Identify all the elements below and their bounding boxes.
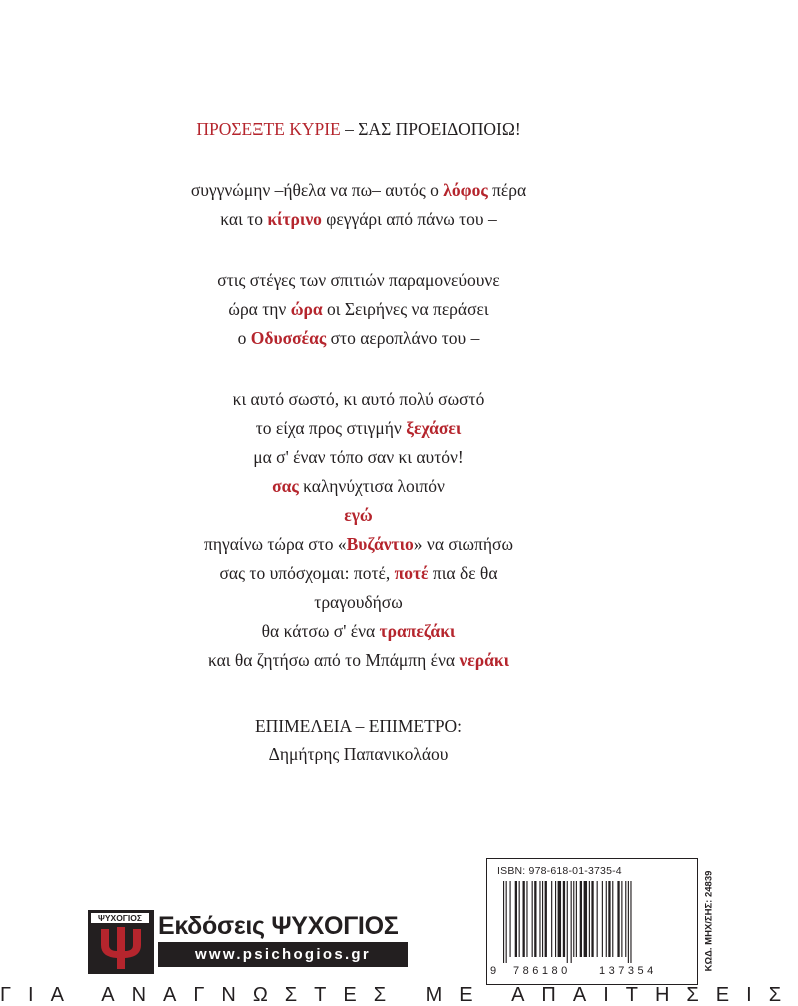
highlight-word: ώρα: [290, 299, 323, 319]
credit-name: Δημήτρης Παπανικολάου: [268, 744, 449, 764]
text: κι αυτό σωστό, κι αυτό πολύ σωστό: [232, 389, 485, 409]
barcode-bar: [558, 881, 561, 957]
publisher-website: www.psichogios.gr: [158, 942, 408, 967]
text: πια δε θα: [428, 563, 498, 583]
text: και το: [220, 209, 268, 229]
barcode-bar: [621, 881, 622, 957]
text: μα σ' έναν τόπο σαν κι αυτόν!: [253, 447, 464, 467]
highlight-word: σας: [272, 476, 299, 496]
poem-line: [0, 176, 717, 205]
barcode-digit-lead: 9: [490, 965, 497, 977]
barcode-bar: [567, 881, 568, 963]
poem-line: [0, 472, 717, 501]
highlight-word: κίτρινο: [267, 209, 322, 229]
barcode-bar: [526, 881, 527, 957]
logo-label: ΨΥΧΟΓΙΟΣ: [91, 913, 149, 923]
poem-line: [0, 617, 717, 646]
poem-line: [0, 266, 717, 295]
poem-line: [0, 443, 717, 472]
highlight-word: ποτέ: [394, 563, 429, 583]
barcode: [501, 881, 683, 963]
barcode-bar: [606, 881, 607, 957]
poem-line: [0, 530, 717, 559]
poem-line: [0, 324, 717, 353]
isbn-box: [486, 858, 698, 985]
poem-line: [0, 559, 717, 588]
highlight-word: εγώ: [344, 505, 373, 525]
barcode-bar: [545, 881, 547, 957]
highlight-word: λόφος: [443, 180, 488, 200]
barcode-bar: [625, 881, 626, 957]
poem-line: [0, 501, 717, 530]
barcode-bar: [597, 881, 598, 957]
text: οι Σειρήνες να περάσει: [322, 299, 489, 319]
barcode-bar: [551, 881, 552, 957]
barcode-bar: [617, 881, 619, 957]
poem-title-red: ΠΡΟΣΕΞΤΕ ΚΥΡΙΕ: [196, 119, 341, 139]
text: το είχα προς στιγμήν: [255, 418, 407, 438]
barcode-bar: [612, 881, 613, 957]
publisher-logo: [88, 910, 154, 974]
highlight-word: Οδυσσέας: [250, 328, 327, 348]
poem-line: [0, 205, 717, 234]
barcode-bar: [555, 881, 556, 957]
barcode-bar: [573, 881, 574, 957]
barcode-bar: [580, 881, 582, 957]
text: και θα ζητήσω από το Μπάμπη ένα: [207, 650, 460, 670]
text: σας το υπόσχομαι: ποτέ,: [219, 563, 395, 583]
text: πηγαίνω τώρα στο «: [204, 534, 347, 554]
highlight-word: Βυζάντιο: [346, 534, 414, 554]
text: συγγνώμην –ήθελα να πω– αυτός ο: [190, 180, 444, 200]
publisher-name: Εκδόσεις ΨΥΧΟΓΙΟΣ: [158, 912, 399, 940]
highlight-word: ξεχάσει: [406, 418, 462, 438]
text: φεγγάρι από πάνω του –: [321, 209, 497, 229]
text: θα κάτσω σ' ένα: [261, 621, 380, 641]
text: πέρα: [487, 180, 527, 200]
psi-icon: [97, 925, 145, 971]
barcode-bar: [602, 881, 603, 957]
poem-line: [0, 295, 717, 324]
barcode-bar: [589, 881, 590, 957]
barcode-bar: [534, 881, 536, 957]
machine-code: [702, 858, 716, 983]
poem-title: [0, 115, 717, 144]
barcode-digits-right: 137354: [599, 965, 657, 977]
barcode-bar: [563, 881, 565, 957]
poem-line: [0, 646, 717, 675]
barcode-bar: [506, 881, 507, 963]
barcode-digits-left: 786180: [513, 965, 571, 977]
barcode-bar: [584, 881, 587, 957]
barcode-bar: [503, 881, 504, 963]
barcode-bar: [591, 881, 593, 957]
text: στο αεροπλάνο του –: [326, 328, 480, 348]
barcode-bar: [510, 881, 511, 957]
barcode-bar: [539, 881, 540, 957]
barcode-bar: [628, 881, 629, 963]
poem: [0, 115, 717, 675]
barcode-bar: [519, 881, 520, 957]
barcode-bar: [515, 881, 517, 957]
text: » να σιωπήσω: [413, 534, 513, 554]
poem-line: [0, 385, 717, 414]
barcode-bar: [532, 881, 533, 957]
barcode-bar: [571, 881, 572, 963]
text: ο: [237, 328, 251, 348]
poem-line: [0, 414, 717, 443]
barcode-bar: [630, 881, 631, 963]
barcode-bar: [608, 881, 610, 957]
poem-line: [0, 588, 717, 617]
barcode-bar: [523, 881, 525, 957]
highlight-word: νεράκι: [459, 650, 510, 670]
credit-role: ΕΠΙΜΕΛΕΙΑ – ΕΠΙΜΕΤΡΟ:: [254, 716, 463, 736]
barcode-bar: [542, 881, 543, 957]
text: τραγουδήσω: [314, 592, 403, 612]
barcode-bar: [576, 881, 577, 957]
poem-title-rest: – ΣΑΣ ΠΡΟΕΙΔΟΠΟΙΩ!: [340, 119, 521, 139]
isbn-label: ISBN: 978-618-01-3735-4: [497, 865, 622, 877]
text: στις στέγες των σπιτιών παραμονεύουνε: [217, 270, 500, 290]
text: ώρα την: [228, 299, 291, 319]
machine-code-text: ΚΩΔ. ΜΗΧ/ΣΗΣ: 24839: [703, 870, 715, 971]
text: καληνύχτισα λοιπόν: [298, 476, 445, 496]
highlight-word: τραπεζάκι: [379, 621, 456, 641]
publisher-tagline: ΓΙΑ ΑΝΑΓΝΩΣΤΕΣ ΜΕ ΑΠΑΙΤΗΣΕΙΣ: [0, 984, 798, 1006]
